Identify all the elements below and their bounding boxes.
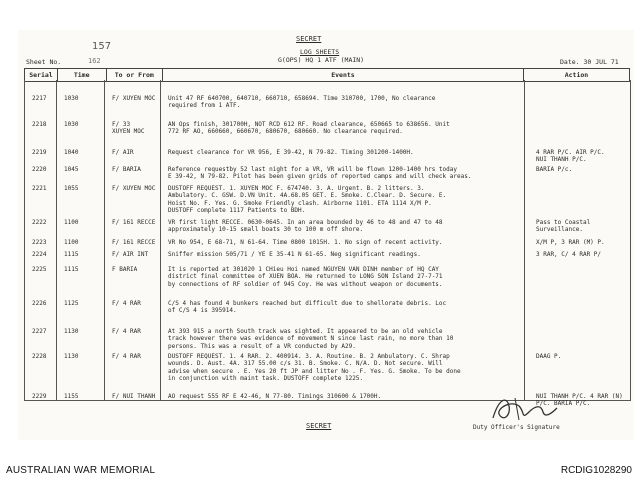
entry-serial: 2222 bbox=[32, 219, 47, 226]
entry-events-block bbox=[168, 328, 453, 350]
entry-action-line: 4 RAR P/C. AIR P/C. bbox=[536, 149, 605, 156]
entry-events-block bbox=[168, 239, 443, 246]
entry-action-line: 3 RAR, C/ 4 RAR P/ bbox=[536, 251, 602, 258]
entry-events-line: It is reported at 301020 1 CHieu Hoi named NGUYEN VAN DINH member of HQ CAY bbox=[168, 266, 439, 273]
entry-from-line: F/ 4 RAR bbox=[112, 353, 141, 360]
entry-events-line: E 39-42, N 79-82. Pilot has been given grids of reported camps and will check areas. bbox=[168, 173, 472, 181]
entry-serial: 2229 bbox=[32, 393, 47, 400]
entry-action-line: DAAG P. bbox=[536, 353, 562, 360]
entry-events-line: advise when secure . E. Yes 20 ft JP and litter No . F. Yes. G. Smoke. To be done bbox=[168, 367, 461, 375]
entry-from-line: F/ NUI THANH bbox=[112, 393, 156, 400]
entry-time: 1030 bbox=[64, 95, 79, 102]
entry-time: 1100 bbox=[64, 219, 79, 226]
col-action: Action bbox=[523, 69, 629, 82]
grid-line bbox=[630, 80, 631, 400]
entry-events-line: AN Ops finish, 301700H, NOT RCD 612 RF. Road clearance, 650665 to 638656. Unit bbox=[168, 121, 450, 128]
sheet-label: Sheet No. bbox=[26, 58, 62, 66]
entry-events-line: required from 1 ATF. bbox=[168, 102, 241, 110]
reference-caption: RCDIG1028290 bbox=[560, 465, 632, 476]
header-title: LOG SHEETS bbox=[300, 48, 340, 56]
entry-action-block bbox=[536, 166, 572, 173]
entry-serial: 2225 bbox=[32, 266, 47, 273]
entry-from-block bbox=[112, 166, 141, 173]
entry-from-block bbox=[112, 149, 134, 156]
entry-action-line: Surveillance. bbox=[536, 226, 583, 234]
institution-caption: AUSTRALIAN WAR MEMORIAL bbox=[6, 465, 156, 476]
grid-line bbox=[160, 80, 161, 400]
col-time: Time bbox=[57, 69, 106, 82]
sheet-number-typed: 162 bbox=[88, 57, 101, 65]
entry-from-block bbox=[112, 353, 141, 360]
entry-events-line: Hoist No. F. Yes. G. Smoke Friendly clash. Airborne 1101. ETA 1114 X/M P. bbox=[168, 199, 432, 207]
entry-action-block bbox=[536, 353, 561, 360]
entry-events-line: DUSTOFF REQUEST. 1. 4 RAR. 2. 400914. 3. A. Routine. B. 2 Ambulatory. C. Shrap bbox=[168, 353, 450, 360]
entry-from-block bbox=[112, 266, 137, 273]
entry-time: 1055 bbox=[64, 185, 79, 192]
entry-from-line: F/ 4 RAR bbox=[112, 328, 141, 335]
col-events: Events bbox=[163, 69, 524, 82]
entry-events-block bbox=[168, 266, 443, 288]
entry-events-line: district final committee of XUEN BOA. He returned to LONG SON Island 27-7-71 bbox=[168, 273, 443, 281]
entry-time: 1155 bbox=[64, 393, 79, 400]
entry-events-block bbox=[168, 95, 435, 110]
entry-from-line: F BARIA bbox=[112, 266, 138, 273]
entry-serial: 2217 bbox=[32, 95, 47, 102]
header-subtitle: G(OPS) HQ 1 ATF (MAIN) bbox=[278, 56, 365, 64]
entry-action-block bbox=[536, 219, 590, 234]
footer-secret: SECRET bbox=[306, 422, 332, 430]
entry-from-block bbox=[112, 393, 155, 400]
entry-serial: 2227 bbox=[32, 328, 47, 335]
entry-action-line: X/M P, 3 RAR (M) P. bbox=[536, 239, 605, 246]
entry-events-line: Sniffer mission 505/71 / YE E 35-41 N 61-65. Neg significant readings. bbox=[168, 251, 421, 258]
entry-action-block bbox=[536, 149, 605, 164]
entry-time: 1030 bbox=[64, 121, 79, 128]
entry-events-line: 772 RF AO, 660660, 660670, 680670, 680660. No clearance required. bbox=[168, 128, 403, 136]
entry-events-line: C/S 4 has found 4 bunkers reached but difficult due to shellorate debris. Loc bbox=[168, 300, 447, 307]
entry-events-line: persons. This was a result of a VR conducted by A29. bbox=[168, 342, 356, 350]
entry-events-line: track however there was evidence of movement N since last rain, no more than 10 bbox=[168, 335, 454, 343]
entry-time: 1130 bbox=[64, 328, 79, 335]
entry-action-line: Pass to Coastal bbox=[536, 219, 591, 226]
entry-events-block bbox=[168, 251, 421, 258]
col-from: To or From bbox=[106, 69, 163, 82]
entry-serial: 2218 bbox=[32, 121, 47, 128]
entry-time: 1130 bbox=[64, 353, 79, 360]
entry-from-line: XUYEN MOC bbox=[112, 128, 145, 136]
sheet-number-handwritten: 157 bbox=[92, 41, 112, 52]
entry-time: 1115 bbox=[64, 251, 79, 258]
entry-events-line: DUSTOFF REQUEST. 1. XUYEN MOC F. 674740. 3. A. Urgent. B. 2 litters. 3. bbox=[168, 185, 425, 192]
grid-line bbox=[24, 80, 25, 400]
entry-from-line: F/ 33 bbox=[112, 121, 131, 128]
duty-officer-label: Duty Officer's Signature bbox=[473, 424, 560, 431]
entry-events-line: Reference requestby 52 last night for a VR, VR will be flown 1200-1400 hrs today bbox=[168, 166, 457, 173]
date-value: 30 JUL 71 bbox=[583, 58, 619, 66]
entry-time: 1115 bbox=[64, 266, 79, 273]
entry-from-block bbox=[112, 251, 148, 258]
entry-action-block bbox=[536, 251, 601, 258]
entry-from-block bbox=[112, 185, 155, 192]
entry-serial: 2223 bbox=[32, 239, 47, 246]
entry-action-line: BARIA P/c. bbox=[536, 166, 573, 173]
entry-events-block bbox=[168, 149, 414, 156]
entry-events-block bbox=[168, 300, 446, 315]
entry-events-block bbox=[168, 185, 446, 214]
entry-events-line: Unit 47 RF 640700, 640710, 660710, 658694. Time 310700, 1700, No clearance bbox=[168, 95, 436, 102]
entry-from-block bbox=[112, 121, 145, 136]
entry-events-block bbox=[168, 393, 381, 400]
entry-from-line: F/ XUYEN MOC bbox=[112, 185, 156, 192]
entry-time: 1040 bbox=[64, 149, 79, 156]
entry-from-line: F/ 161 RECCE bbox=[112, 239, 156, 246]
entry-serial: 2221 bbox=[32, 185, 47, 192]
entry-from-line: F/ XUYEN MOC bbox=[112, 95, 156, 102]
grid-line bbox=[524, 80, 525, 400]
entry-serial: 2224 bbox=[32, 251, 47, 258]
entry-from-block bbox=[112, 300, 141, 307]
entry-from-line: F/ BARIA bbox=[112, 166, 141, 173]
date-label: Date. bbox=[560, 58, 580, 66]
entry-action-block bbox=[536, 239, 605, 246]
entry-events-block bbox=[168, 353, 461, 382]
entry-events-block bbox=[168, 219, 443, 234]
entry-events-line: At 393 915 a north South track was sighted. It appeared to be an old vehicle bbox=[168, 328, 443, 335]
entry-events-line: Request clearance for VR 956, E 39-42, N 79-82. Timing 301200-1400H. bbox=[168, 149, 414, 156]
entry-action-line: NUI THANH P/C. 4 RAR (N) bbox=[536, 393, 623, 400]
entry-events-block bbox=[168, 166, 471, 181]
header-secret: SECRET bbox=[296, 35, 322, 43]
entry-from-block bbox=[112, 95, 155, 102]
entry-events-block bbox=[168, 121, 450, 136]
entry-events-line: Ambulatory. C. GSW. D.VN Unit. 4A.68.05 GET. E. Smoke. C.Clear. D. Secure. E. bbox=[168, 192, 447, 200]
entry-from-block bbox=[112, 239, 155, 246]
entry-events-line: AO request 555 RF E 42-46, N 77-80. Timings 310600 & 1700H. bbox=[168, 393, 382, 400]
entry-time: 1125 bbox=[64, 300, 79, 307]
entry-time: 1100 bbox=[64, 239, 79, 246]
entry-events-line: approximately 10-15 small boats 30 to 100 m off shore. bbox=[168, 226, 364, 234]
entry-time: 1045 bbox=[64, 166, 79, 173]
entry-events-line: DUSTOFF complete 1117 Patients to BDH. bbox=[168, 206, 306, 214]
entry-events-line: by connections of RF soldier of 945 Coy. He was without weapon or documents. bbox=[168, 280, 443, 288]
entry-events-line: in conjunction with maint task. DUSTOFF complete 1225. bbox=[168, 374, 364, 382]
entry-from-line: F/ AIR INT bbox=[112, 251, 149, 258]
entry-action-line: NUI THANH P/C. bbox=[536, 156, 587, 164]
entry-serial: 2226 bbox=[32, 300, 47, 307]
entry-events-line: VR No 954, E 68-71, N 61-64. Time 0800 1015H. 1. No sign of recent activity. bbox=[168, 239, 443, 246]
entry-from-block bbox=[112, 328, 141, 335]
entry-serial: 2228 bbox=[32, 353, 47, 360]
grid-line bbox=[56, 80, 57, 400]
entry-from-line: F/ 4 RAR bbox=[112, 300, 141, 307]
grid-line bbox=[104, 80, 105, 400]
entry-events-line: VR first light RECCE. 0630-0645. In an area bounded by 46 to 48 and 47 to 48 bbox=[168, 219, 443, 226]
entry-from-line: F/ AIR bbox=[112, 149, 134, 156]
log-table-header bbox=[24, 68, 630, 82]
entry-serial: 2220 bbox=[32, 166, 47, 173]
entry-from-block bbox=[112, 219, 155, 226]
entry-events-line: of C/S 4 is 395914. bbox=[168, 307, 237, 315]
entry-from-line: F/ 161 RECCE bbox=[112, 219, 156, 226]
entry-action-line: P/C. BARIA P/C. bbox=[536, 400, 591, 408]
duty-officer-signature bbox=[485, 392, 565, 424]
entry-serial: 2219 bbox=[32, 149, 47, 156]
col-serial: Serial bbox=[25, 69, 58, 82]
date-field bbox=[560, 59, 619, 66]
entry-events-line: wounds. D. Aust. 4A. 317 55.00 c/s 31. B. Smoke. C. N/A. D. Not secure. Will bbox=[168, 360, 443, 368]
